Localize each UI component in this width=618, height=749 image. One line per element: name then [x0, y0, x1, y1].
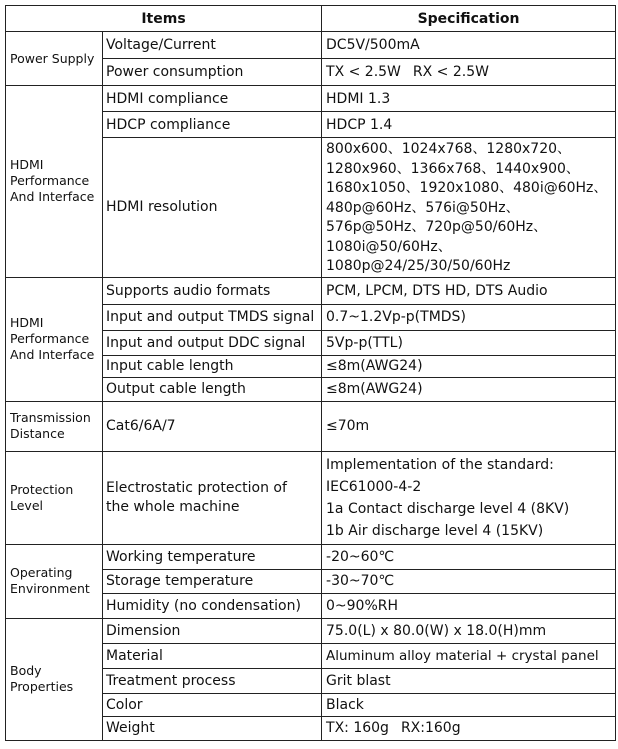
- resolution-line: 1280x960、1366x768、1440x900、: [326, 160, 580, 177]
- standard-line: Implementation of the standard:: [326, 456, 554, 473]
- spec-rx: RX:160g: [400, 720, 461, 736]
- item-cell: HDCP compliance: [103, 112, 322, 138]
- item-cell: Cat6/6A/7: [103, 401, 322, 451]
- item-cell: Input cable length: [103, 355, 322, 377]
- category-line: HDMI: [10, 157, 44, 173]
- spec-cell: -20~60℃: [322, 544, 616, 569]
- item-line: the whole machine: [106, 498, 240, 515]
- spec-rx: RX < 2.5W: [412, 64, 489, 80]
- spec-cell: ≤8m(AWG24): [322, 377, 616, 401]
- item-cell: Weight: [103, 716, 322, 740]
- items-header: Items: [6, 6, 322, 32]
- item-cell: Treatment process: [103, 668, 322, 693]
- category-power-supply: Power Supply: [6, 32, 103, 86]
- item-cell: Color: [103, 693, 322, 716]
- item-cell: HDMI compliance: [103, 86, 322, 112]
- table-row: [6, 618, 616, 643]
- category-line: And Interface: [10, 347, 95, 362]
- spec-tx: TX: 160g: [326, 720, 389, 736]
- item-cell: Input and output TMDS signal: [103, 304, 322, 330]
- category-line: Body: [10, 663, 42, 678]
- category-transmission-distance: [6, 401, 103, 451]
- spec-cell: 0.7~1.2Vp-p(TMDS): [322, 304, 616, 330]
- spec-cell: Black: [322, 693, 616, 716]
- item-cell: Supports audio formats: [103, 277, 322, 304]
- spec-cell: PCM, LPCM, DTS HD, DTS Audio: [322, 277, 616, 304]
- category-hdmi-performance: [6, 277, 103, 401]
- resolution-line: 1080p@24/25/30/50/60Hz: [326, 258, 511, 274]
- category-protection-level: [6, 451, 103, 544]
- item-cell: Humidity (no condensation): [103, 593, 322, 618]
- category-line: Operating: [10, 565, 73, 580]
- standard-line: 1b Air discharge level 4 (15KV): [326, 522, 544, 539]
- spec-cell: [322, 451, 616, 544]
- table-row: [6, 451, 616, 544]
- table-row: [6, 544, 616, 569]
- resolution-line: 1080i@50/60Hz、: [326, 238, 452, 255]
- item-cell: Input and output DDC signal: [103, 330, 322, 355]
- table-row: [6, 32, 616, 59]
- spec-tx: TX < 2.5W: [326, 64, 401, 80]
- category-line: Transmission: [10, 410, 91, 425]
- header-row: [6, 6, 616, 32]
- spec-cell: ≤70m: [322, 401, 616, 451]
- item-cell: [103, 451, 322, 544]
- table-row: [6, 86, 616, 112]
- item-cell: Working temperature: [103, 544, 322, 569]
- spec-cell: Grit blast: [322, 668, 616, 693]
- spec-cell: HDMI 1.3: [322, 86, 616, 112]
- resolution-line: 576p@50Hz、720p@50/60Hz、: [326, 219, 548, 235]
- spec-cell: 0~90%RH: [322, 593, 616, 618]
- specification-header: Specification: [322, 6, 616, 32]
- resolution-line: 1680x1050、1920x1080、480i@60Hz、: [326, 180, 608, 196]
- standard-line: 1a Contact discharge level 4 (8KV): [326, 500, 570, 517]
- category-line: Protection: [10, 481, 74, 497]
- item-cell: Voltage/Current: [103, 32, 322, 59]
- category-body-properties: [6, 618, 103, 740]
- spec-cell: ≤8m(AWG24): [322, 355, 616, 377]
- item-cell: Output cable length: [103, 377, 322, 401]
- spec-cell: 5Vp-p(TTL): [322, 330, 616, 355]
- category-operating-environment: [6, 544, 103, 618]
- item-cell: Dimension: [103, 618, 322, 643]
- table-row: [6, 401, 616, 451]
- standard-line: IEC61000-4-2: [326, 478, 422, 495]
- resolution-line: 800x600、1024x768、1280x720、: [326, 141, 572, 157]
- spec-cell: [322, 59, 616, 86]
- item-cell: Storage temperature: [103, 569, 322, 593]
- category-line: Properties: [10, 679, 74, 694]
- item-line: Electrostatic protection of: [106, 479, 287, 496]
- spec-cell: 75.0(L) x 80.0(W) x 18.0(H)mm: [322, 618, 616, 643]
- category-line: Level: [10, 497, 43, 513]
- resolution-line: 480p@60Hz、576i@50Hz、: [326, 199, 520, 216]
- spec-cell: [322, 716, 616, 740]
- category-line: HDMI: [10, 315, 44, 330]
- item-cell: Power consumption: [103, 59, 322, 86]
- spec-cell: DC5V/500mA: [322, 32, 616, 59]
- spec-cell: -30~70℃: [322, 569, 616, 593]
- spec-cell: Aluminum alloy material + crystal panel: [322, 643, 616, 668]
- spec-cell: HDCP 1.4: [322, 112, 616, 138]
- category-line: Performance: [10, 331, 90, 346]
- category-line: Performance: [10, 173, 90, 189]
- table-row: [6, 277, 616, 304]
- spec-cell-resolutions: [322, 138, 616, 278]
- category-line: Distance: [10, 426, 65, 441]
- item-cell: HDMI resolution: [103, 138, 322, 278]
- category-line: Environment: [10, 581, 90, 596]
- category-line: And Interface: [10, 189, 95, 205]
- item-cell: Material: [103, 643, 322, 668]
- category-hdmi-performance: [6, 86, 103, 278]
- spec-table: [5, 5, 616, 741]
